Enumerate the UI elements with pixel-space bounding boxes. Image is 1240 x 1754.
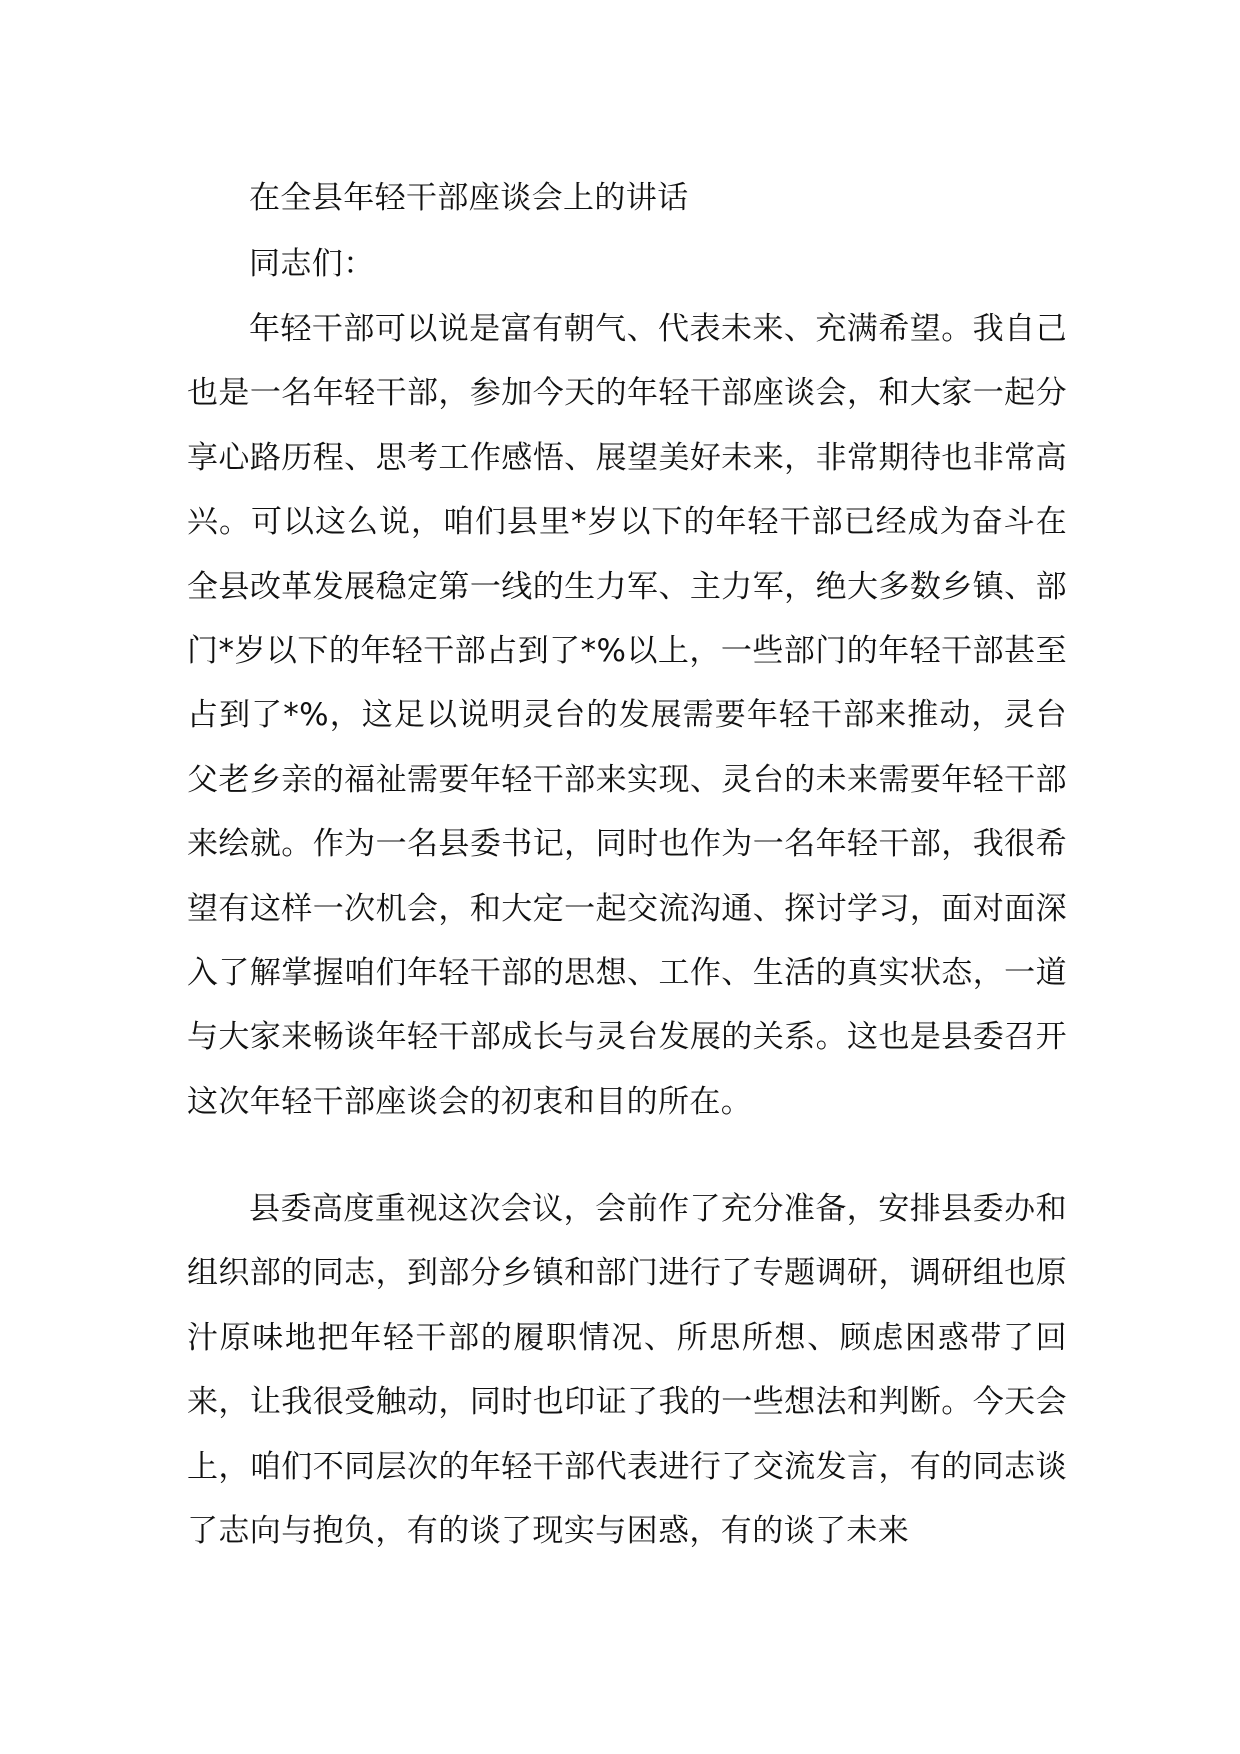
- title-text: 在全县年轻干部座谈会上的讲话: [249, 180, 689, 216]
- paragraph-text: 年轻干部可以说是富有朝气、代表未来、充满希望。我自己也是一名年轻干部，参加今天的年轻干部座谈会，和大家一起分享心路历程、思考工作感悟、展望美好未来，非常期待也非常高兴。可以这么说，咱们县里*岁以下的年轻干部已经成为奋斗在全县改革发展稳定第一线的生力军、主力军，绝大多数乡镇、部门*岁以下的年轻干部占到了*%以上，一些部门的年轻干部甚至占到了*%，这足以说明灵台的发展需要年轻干部来推动，灵台父老乡亲的福祉需要年轻干部来实现、灵台的未来需要年轻干部来绘就。作为一名县委书记，同时也作为一名年轻干部，我很希望有这样一次机会，和大定一起交流沟通、探讨学习，面对面深入了解掌握咱们年轻干部的思想、工作、生活的真实状态，一道与大家来畅谈年轻干部成长与灵台发展的关系。这也是县委召开这次年轻干部座谈会的初衷和目的所在。: [187, 311, 1067, 1120]
- speech-title: [187, 166, 1067, 230]
- salutation: [187, 232, 1067, 296]
- salutation-text: 同志们：: [249, 246, 375, 282]
- paragraph-text: 县委高度重视这次会议，会前作了充分准备，安排县委办和组织部的同志，到部分乡镇和部门进行了专题调研，调研组也原汁原味地把年轻干部的履职情况、所思所想、顾虑困惑带了回来，让我很受触动，同时也印证了我的一些想法和判断。今天会上，咱们不同层次的年轻干部代表进行了交流发言，有的同志谈了志向与抱负，有的谈了现实与困惑，有的谈了未来: [187, 1191, 1067, 1550]
- paragraph-2: [187, 1177, 1067, 1563]
- paragraph-1: [187, 297, 1067, 1134]
